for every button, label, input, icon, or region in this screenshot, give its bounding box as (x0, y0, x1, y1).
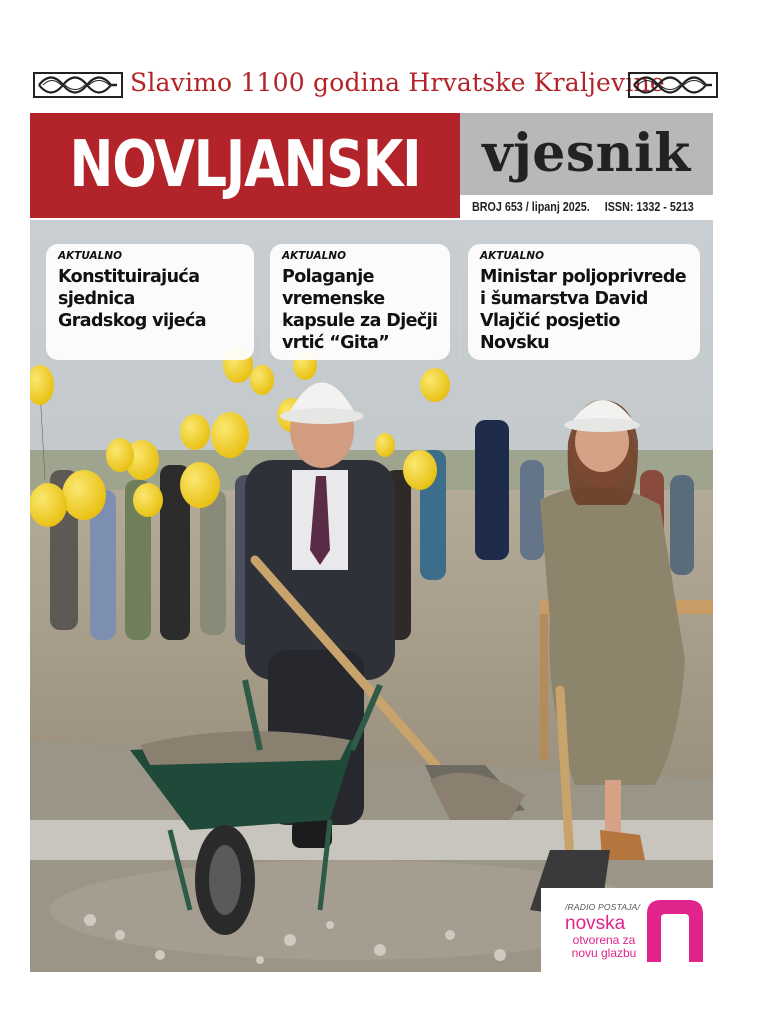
cover-photo (30, 220, 713, 972)
teaser-card[interactable] (270, 244, 450, 360)
radio-novska-badge[interactable] (541, 888, 713, 972)
teaser-line: i šumarstva David (480, 289, 648, 309)
teaser-line: Polaganje (282, 267, 374, 287)
radio-tagline-line: novu glazbu (571, 946, 637, 960)
radio-label: /RADIO POSTAJA/ (565, 902, 641, 912)
teaser-card[interactable] (468, 244, 700, 360)
issue-number: BROJ 653 / lipanj 2025. (472, 200, 590, 214)
radio-tagline-line: otvorena za (572, 933, 636, 947)
teaser-card[interactable] (46, 244, 254, 360)
croatian-braid-ornament-icon (628, 72, 718, 98)
teaser-line: vremenske (282, 289, 385, 309)
radio-name: novska (565, 913, 626, 934)
masthead-red-block (30, 113, 460, 218)
teaser-line: Vlajčić posjetio (480, 311, 620, 331)
teaser-line: Konstituirajuća (58, 267, 200, 287)
teaser-line: vrtić “Gita” (282, 333, 390, 353)
radio-tagline (565, 934, 643, 960)
teaser-line: sjednica (58, 289, 135, 309)
masthead-title: NOVLJANSKI (69, 128, 421, 202)
teaser-kicker: AKTUALNO (480, 250, 545, 262)
teaser-line: Ministar poljoprivrede (480, 267, 687, 287)
issn: ISSN: 1332 - 5213 (604, 200, 694, 214)
teaser-kicker: AKTUALNO (58, 250, 123, 262)
issue-info (472, 200, 694, 218)
teaser-headline (282, 266, 437, 354)
teaser-line: Novsku (480, 333, 549, 353)
teaser-kicker: AKTUALNO (282, 250, 347, 262)
masthead-subtitle: vjesnik (482, 123, 691, 184)
banner-text: Slavimo 1100 godina Hrvatske Kraljevine (130, 68, 665, 97)
masthead-gray-block (460, 113, 713, 195)
radio-n-microphone-logo-icon (643, 896, 707, 964)
teaser-line: kapsule za Dječji (282, 311, 438, 331)
teaser-divider (460, 250, 461, 360)
teaser-line: Gradskog vijeća (58, 311, 207, 331)
anniversary-banner (0, 62, 768, 108)
teaser-headline (58, 266, 206, 332)
teaser-divider (262, 250, 263, 360)
teaser-headline (480, 266, 686, 354)
croatian-braid-ornament-icon (33, 72, 123, 98)
